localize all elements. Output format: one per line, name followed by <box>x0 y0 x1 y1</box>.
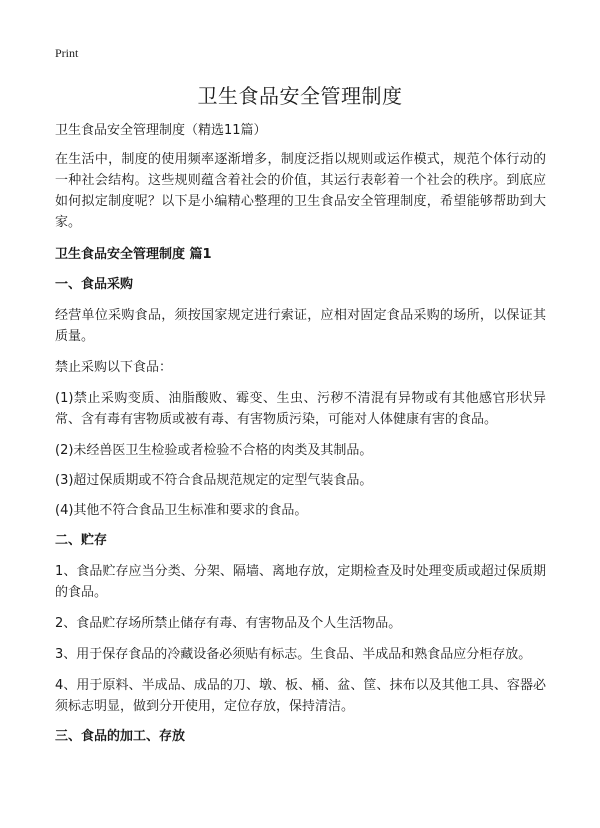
section-heading: 一、食品采购 <box>55 277 134 292</box>
section-paragraph: (2)未经兽医卫生检验或者检验不合格的肉类及其制品。 <box>55 443 373 458</box>
part-heading: 卫生食品安全管理制度 篇1 <box>55 247 212 262</box>
section-paragraph: 3、用于保存食品的冷藏设备必须贴有标志。生食品、半成品和熟食品应分柜存放。 <box>55 647 532 662</box>
section-heading: 三、食品的加工、存放 <box>55 729 186 744</box>
document-body <box>55 120 546 757</box>
intro-paragraph: 在生活中，制度的使用频率逐渐增多，制度泛指以规则或运作模式，规范个体行动的一种社会结构。这些规则蕴含着社会的价值，其运行表彰着一个社会的秩序。到底应如何拟定制度呢？以下是小编精心整理的卫生食品安全管理制度，希望能够帮助到大家。 <box>55 152 546 230</box>
section-paragraph: (3)超过保质期或不符合食品规范规定的定型气装食品。 <box>55 473 373 488</box>
section-paragraph: 1、食品贮存应当分类、分架、隔墙、离地存放，定期检查及时处理变质或超过保质期的食品。 <box>55 564 546 600</box>
section-paragraph: 禁止采购以下食品： <box>55 360 173 375</box>
section-heading: 二、贮存 <box>55 533 108 548</box>
section-paragraph: 4、用于原料、半成品、成品的刀、墩、板、桶、盆、筐、抹布以及其他工具、容器必须标志明显，做到分开使用，定位存放，保持清洁。 <box>55 678 546 714</box>
section-paragraph: (4)其他不符合食品卫生标准和要求的食品。 <box>55 503 308 518</box>
section-paragraph: 2、食品贮存场所禁止储存有毒、有害物品及个人生活物品。 <box>55 616 402 631</box>
document-subtitle: 卫生食品安全管理制度（精选11篇） <box>55 123 267 138</box>
section-paragraph: 经营单位采购食品，须按国家规定进行索证，应相对固定食品采购的场所，以保证其质量。 <box>55 308 546 344</box>
section-paragraph: (1)禁止采购变质、油脂酸败、霉变、生虫、污秽不清混有异物或有其他感官形状异常、含有毒有害物质或被有毒、有害物质污染，可能对人体健康有害的食品。 <box>55 391 546 427</box>
document-title: 卫生食品安全管理制度 <box>197 84 403 108</box>
print-link[interactable]: Print <box>55 46 79 60</box>
